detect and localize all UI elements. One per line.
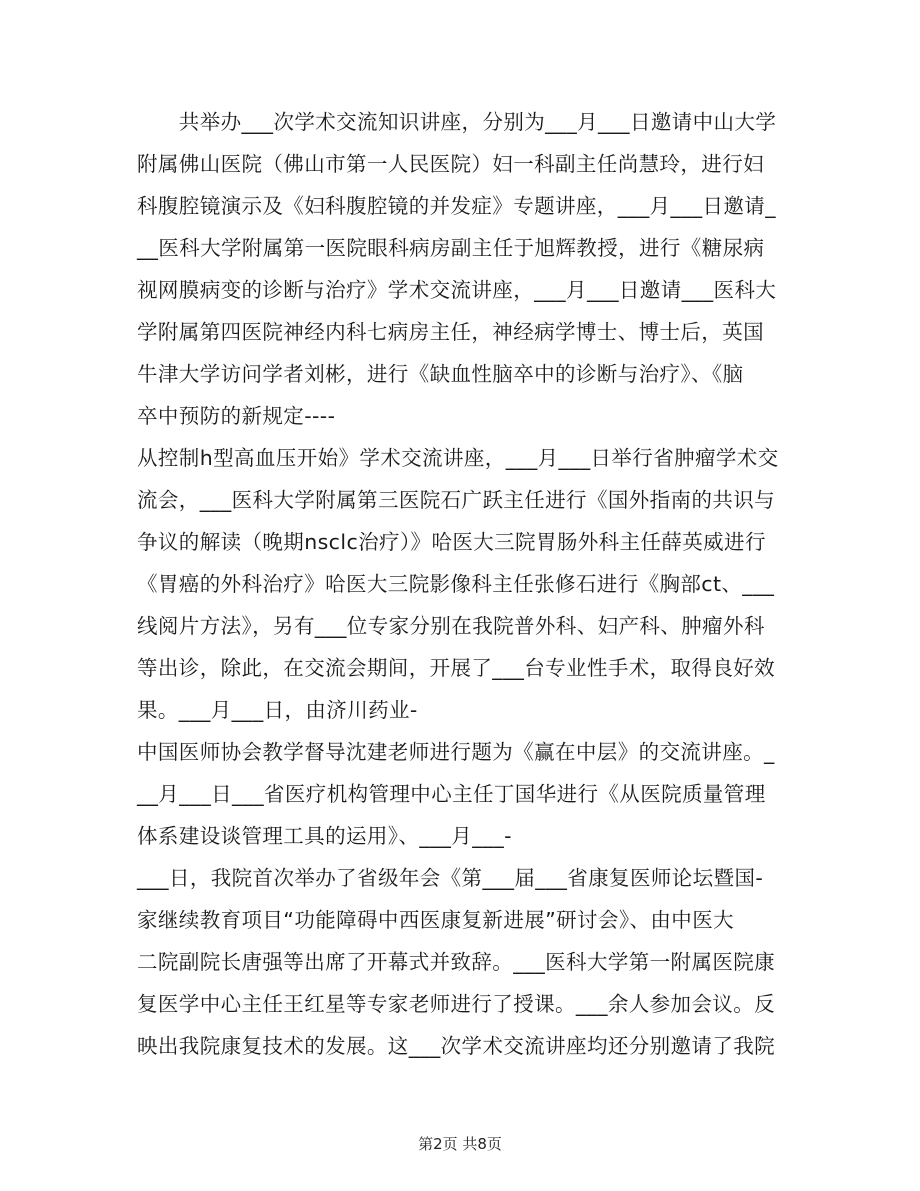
text-line: 争议的解读（晚期nsclc治疗）》哈医大三院胃肠外科主任薛英威进行: [137, 530, 766, 554]
text-line: 《胃癌的外科治疗》哈医大三院影像科主任张修石进行《胸部ct、___: [137, 572, 775, 596]
text-line: 线阅片方法》，另有___位专家分别在我院普外科、妇产科、肿瘤外科: [137, 614, 765, 638]
text-line: 中国医师协会教学督导沈建老师进行题为《赢在中层》的交流讲座。_: [137, 740, 775, 764]
text-line: 视网膜病变的诊断与治疗》学术交流讲座，___月___日邀请___医科大: [137, 278, 777, 302]
text-line: 学附属第四医院神经内科七病房主任，神经病学博士、博士后，英国: [137, 320, 764, 344]
text-line: __医科大学附属第一医院眼科病房副主任于旭辉教授，进行《糖尿病: [137, 236, 765, 260]
text-line: 共举办___次学术交流知识讲座，分别为___月___日邀请中山大学: [137, 110, 777, 134]
text-line: 映出我院康复技术的发展。这___次学术交流讲座均还分别邀请了我院: [137, 1034, 776, 1058]
text-line: 附属佛山医院（佛山市第一人民医院）妇一科副主任尚慧玲，进行妇: [137, 152, 764, 176]
text-line: 家继续教育项目“功能障碍中西医康复新进展”研讨会》、由中医大: [137, 908, 734, 932]
text-line: 二院副院长唐强等出席了开幕式并致辞。___医科大学第一附属医院康: [137, 950, 776, 974]
text-line: 流会，___医科大学附属第三医院石广跃主任进行《国外指南的共识与: [137, 488, 776, 512]
text-line: ___日，我院首次举办了省级年会《第___届___省康复医师论坛暨国-: [137, 866, 764, 890]
text-line: 卒中预防的新规定----: [137, 404, 336, 428]
text-line: __月___日___省医疗机构管理中心主任丁国华进行《从医院质量管理: [137, 782, 766, 806]
text-line: 从控制h型高血压开始》学术交流讲座，___月___日举行省肿瘤学术交: [137, 446, 779, 470]
text-line: 等出诊，除此，在交流会期间，开展了___台专业性手术，取得良好效: [137, 656, 776, 680]
text-line: 牛津大学访问学者刘彬，进行《缺血性脑卒中的诊断与治疗》、《脑: [137, 362, 744, 386]
text-line: 复医学中心主任王红星等专家老师进行了授课。___余人参加会议。反: [137, 992, 776, 1016]
text-line: 科腹腔镜演示及《妇科腹腔镜的并发症》专题讲座，___月___日邀请_: [137, 194, 776, 218]
text-line: 体系建设谈管理工具的运用》、___月___-: [137, 824, 512, 848]
page-number-footer: 第2页 共8页: [418, 1135, 502, 1153]
text-line: 果。___月___日，由济川药业-: [137, 698, 418, 722]
